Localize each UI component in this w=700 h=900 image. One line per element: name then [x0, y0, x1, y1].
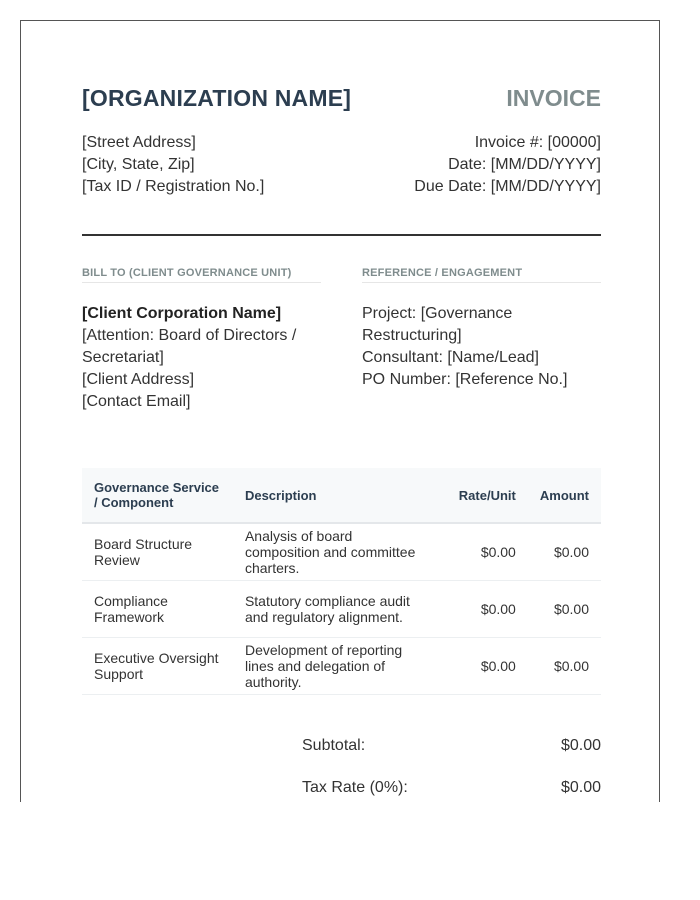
document-title: INVOICE: [506, 85, 601, 111]
invoice-date: Date: [MM/DD/YYYY]: [448, 156, 601, 173]
rate-cell: $0.00: [438, 523, 528, 581]
table-row: [82, 523, 601, 581]
rate-cell: $0.00: [438, 581, 528, 638]
reference-details: [362, 303, 601, 391]
bill-to-label: BILL TO (CLIENT GOVERNANCE UNIT): [82, 267, 321, 283]
client-address: [Client Address]: [82, 371, 195, 388]
address-line: [City, State, Zip]: [82, 156, 195, 173]
rate-cell: $0.00: [438, 638, 528, 695]
table-header-row: [82, 468, 601, 523]
service-cell: Compliance Framework: [82, 581, 233, 638]
project-line: Project: [Governance Restructuring]: [362, 305, 513, 344]
invoice-meta: [414, 132, 601, 198]
subtotal-label: Subtotal:: [302, 737, 366, 754]
description-cell: Statutory compliance audit and regulatory alignment.: [233, 581, 438, 638]
amount-cell: $0.00: [528, 581, 601, 638]
bill-to-section: [82, 267, 321, 413]
subtotal-value: $0.00: [560, 737, 601, 754]
column-header-service: Governance Service / Component: [82, 468, 233, 523]
consultant-line: Consultant: [Name/Lead]: [362, 349, 539, 366]
invoice-due-date: Due Date: [MM/DD/YYYY]: [414, 178, 601, 195]
reference-label: REFERENCE / ENGAGEMENT: [362, 267, 601, 283]
organization-address: [82, 132, 264, 198]
po-number-line: PO Number: [Reference No.]: [362, 371, 568, 388]
reference-section: [362, 267, 601, 391]
service-cell: Board Structure Review: [82, 523, 233, 581]
amount-cell: $0.00: [528, 638, 601, 695]
column-header-description: Description: [233, 468, 438, 523]
client-email: [Contact Email]: [82, 393, 191, 410]
address-line: [Street Address]: [82, 134, 196, 151]
client-name: [Client Corporation Name]: [82, 305, 282, 322]
invoice-number: Invoice #: [00000]: [474, 134, 601, 151]
table-row: [82, 638, 601, 695]
tax-row: [302, 779, 601, 801]
invoice-page: [20, 20, 660, 802]
service-cell: Executive Oversight Support: [82, 638, 233, 695]
header-divider: [82, 234, 601, 236]
description-cell: Development of reporting lines and delegation of authority.: [233, 638, 438, 695]
description-cell: Analysis of board composition and committee charters.: [233, 523, 438, 581]
tax-label: Tax Rate (0%):: [302, 779, 408, 796]
column-header-amount: Amount: [528, 468, 601, 523]
table-row: [82, 581, 601, 638]
column-header-rate: Rate/Unit: [438, 468, 528, 523]
amount-cell: $0.00: [528, 523, 601, 581]
tax-value: $0.00: [560, 779, 601, 796]
organization-name: [ORGANIZATION NAME]: [82, 85, 352, 111]
address-line: [Tax ID / Registration No.]: [82, 178, 265, 195]
bill-to-details: [82, 303, 321, 413]
line-items-table: [82, 468, 601, 695]
client-attention: [Attention: Board of Directors / Secretariat]: [82, 327, 297, 366]
totals-section: [302, 737, 601, 801]
subtotal-row: [302, 737, 601, 759]
